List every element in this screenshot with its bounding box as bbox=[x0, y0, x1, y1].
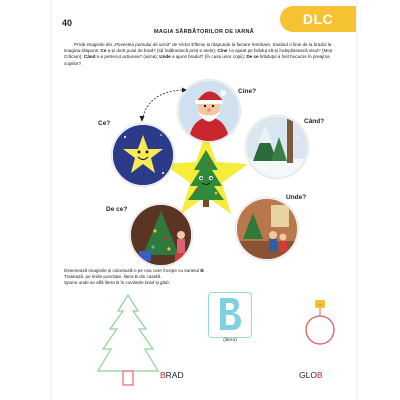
poem-title: „Povestea pomului de iarnă” bbox=[113, 42, 171, 47]
label-cine: Cine? bbox=[238, 88, 257, 95]
page-title: MAGIA SĂRBĂTORILOR DE IARNĂ bbox=[153, 29, 255, 35]
task-instructions bbox=[64, 268, 344, 287]
task-line-3: Spune unde se află litera B în cuvintele brad și glob. bbox=[64, 280, 171, 286]
letter-b-icon bbox=[217, 295, 243, 333]
question-diagram bbox=[92, 80, 325, 266]
label-ce: Ce? bbox=[98, 120, 111, 127]
star-circle[interactable] bbox=[112, 124, 174, 186]
word-brad: BRAD bbox=[160, 370, 184, 380]
task-line-1: Desenează imaginile și colorează-o pe cea care începe cu sunetul B. bbox=[64, 268, 205, 273]
decorated-tree-icon bbox=[131, 205, 191, 265]
workbook-page bbox=[52, 0, 356, 400]
winter-forest-icon bbox=[247, 117, 307, 177]
label-de-ce: De ce? bbox=[106, 206, 128, 213]
santa-circle[interactable] bbox=[178, 80, 240, 142]
star-shape bbox=[164, 132, 248, 216]
letter-caption: (litera) bbox=[223, 338, 237, 343]
decorated-tree-circle[interactable] bbox=[130, 204, 192, 266]
intro-paragraph: Priviți imaginile din „Povestea pomului de iarnă” de Victor Eftimiu și răspunde la fiecare întrebare, trasând o linie de la bradul la imagina-răspuns: Ce a-și dorit puiul de brad? (să întâlnească prinț-o stele); Cine l-a ajutat pe brăduț să-și îndeplinească visul? (Moș Crăciun); Când s-a petrecut acțiunea? (iarna); Unde a ajuns bradul? (în casa unor copii); De ce brăduțul a fost bucuros în preajma copiilor?. bbox=[64, 42, 333, 66]
ornament-outline-icon bbox=[304, 300, 336, 366]
tree-outline-icon bbox=[96, 293, 160, 389]
santa-icon bbox=[179, 81, 239, 141]
smiling-star-icon bbox=[113, 125, 173, 185]
winter-circle[interactable] bbox=[246, 116, 308, 178]
children-home-icon bbox=[237, 199, 297, 259]
word-glob: GLOB bbox=[299, 370, 323, 380]
page-number: 40 bbox=[62, 18, 73, 28]
label-unde: Unde? bbox=[286, 194, 307, 201]
task-line-2: Trasează, pe liniile punctate, litera B din casetă. bbox=[64, 274, 162, 280]
home-circle[interactable] bbox=[236, 198, 298, 260]
letter-b-box bbox=[208, 292, 252, 338]
dlc-badge: DLC bbox=[280, 6, 356, 32]
label-cand: Când? bbox=[304, 118, 325, 125]
